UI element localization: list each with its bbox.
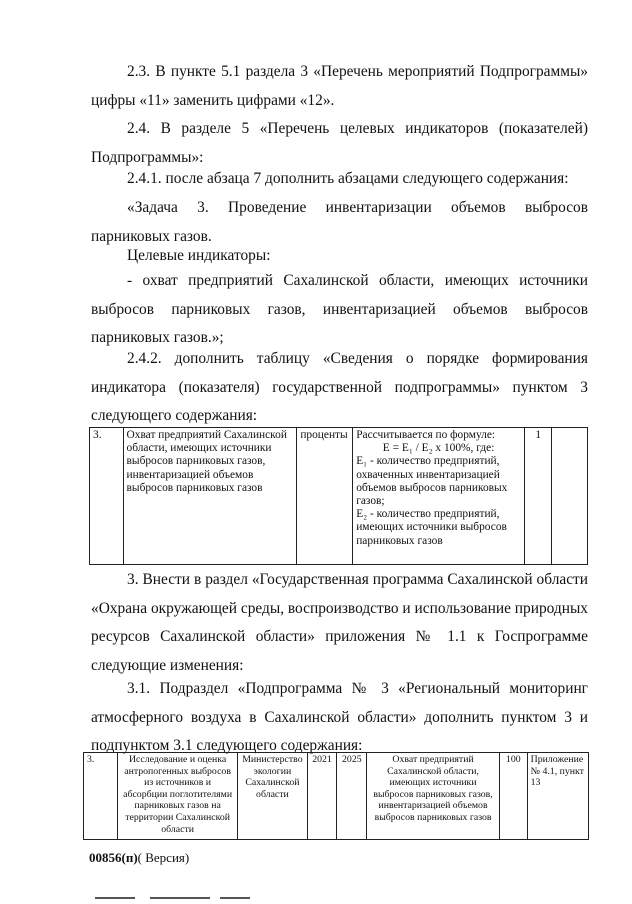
paragraph-3: 3. Внести в раздел «Государственная программа Сахалинской области «Охрана окружающей среды, воспроизводство и использование природных ресурсов Сахалинской области» приложения № 1.1 к Госпрограмме следующие изменения:: [91, 571, 588, 674]
paragraph-2-4: 2.4. В разделе 5 «Перечень целевых индикаторов (показателей) Подпрограммы»:: [91, 120, 588, 166]
table-cell-number: 3.: [84, 753, 118, 840]
table-cell-activity: Исследование и оценка антропогенных выбросов из источников и абсорбции поглотителями парниковых газов на территории Сахалинской области: [117, 753, 237, 840]
formula-intro: Рассчитывается по формуле:: [356, 429, 496, 441]
indicator-formation-table: [89, 427, 588, 565]
paragraph-task-3: «Задача 3. Проведение инвентаризации объемов выбросов парниковых газов.: [91, 199, 588, 245]
table-cell-note: Приложение № 4.1, пункт 13: [527, 753, 588, 840]
scan-edge-marks: [0, 897, 632, 900]
paragraph-coverage: - охват предприятий Сахалинской области, имеющих источники выбросов парниковых газов, инвентаризацией объемов выбросов парниковых газов.»;: [91, 272, 588, 346]
table-row: [90, 428, 588, 565]
table-cell-value: 100: [499, 753, 527, 840]
table-cell-empty: [552, 428, 588, 565]
document-code: 00856(п): [89, 850, 138, 865]
table-row: [84, 753, 589, 840]
paragraph-2-4-2: 2.4.2. дополнить таблицу «Сведения о порядке формирования индикатора (показателя) государственной подпрограммы» пунктом 3 следующего содержания:: [91, 350, 588, 424]
table-cell-value: 1: [524, 428, 551, 565]
table-cell-executor: Министерство экологии Сахалинской области: [238, 753, 307, 840]
table-cell-unit: проценты: [297, 428, 353, 565]
formula-text: E = E₁ / E₂ x 100%, где:: [382, 442, 495, 455]
formula-e1: E₁ - количество предприятий, охваченных инвентаризацией объемов выбросов парниковых газов;: [356, 455, 508, 508]
paragraph-2-4-1: 2.4.1. после абзаца 7 дополнить абзацами следующего содержания:: [127, 170, 569, 187]
subprogram-measures-table: [83, 752, 589, 840]
table-cell-formula: [353, 428, 525, 565]
table-cell-number: 3.: [90, 428, 124, 565]
paragraph-3-1: 3.1. Подраздел «Подпрограмма № 3 «Региональный мониторинг атмосферного воздуха в Сахалинской области» дополнить пунктом 3 и подпунктом 3.1 следующего содержания:: [91, 680, 588, 754]
table-cell-year-start: 2021: [307, 753, 337, 840]
formula-e2: E₂ - количество предприятий, имеющих источники выбросов парниковых газов: [356, 508, 507, 547]
document-footer: [89, 850, 189, 866]
paragraph-2-3: 2.3. В пункте 5.1 раздела 3 «Перечень мероприятий Подпрограммы» цифры «11» заменить цифрами «12».: [91, 63, 588, 109]
document-version: ( Версия): [137, 850, 190, 865]
table-cell-year-end: 2025: [337, 753, 367, 840]
table-cell-indicator: Охват предприятий Сахалинской области, имеющих источники выбросов парниковых газов, инвентаризацией объемов выбросов парниковых газов: [367, 753, 500, 840]
paragraph-target-indicators: Целевые индикаторы:: [127, 247, 271, 264]
table-cell-indicator: Охват предприятий Сахалинской области, имеющих источники выбросов парниковых газов, инвентаризацией объемов выбросов парниковых газов: [123, 428, 297, 565]
